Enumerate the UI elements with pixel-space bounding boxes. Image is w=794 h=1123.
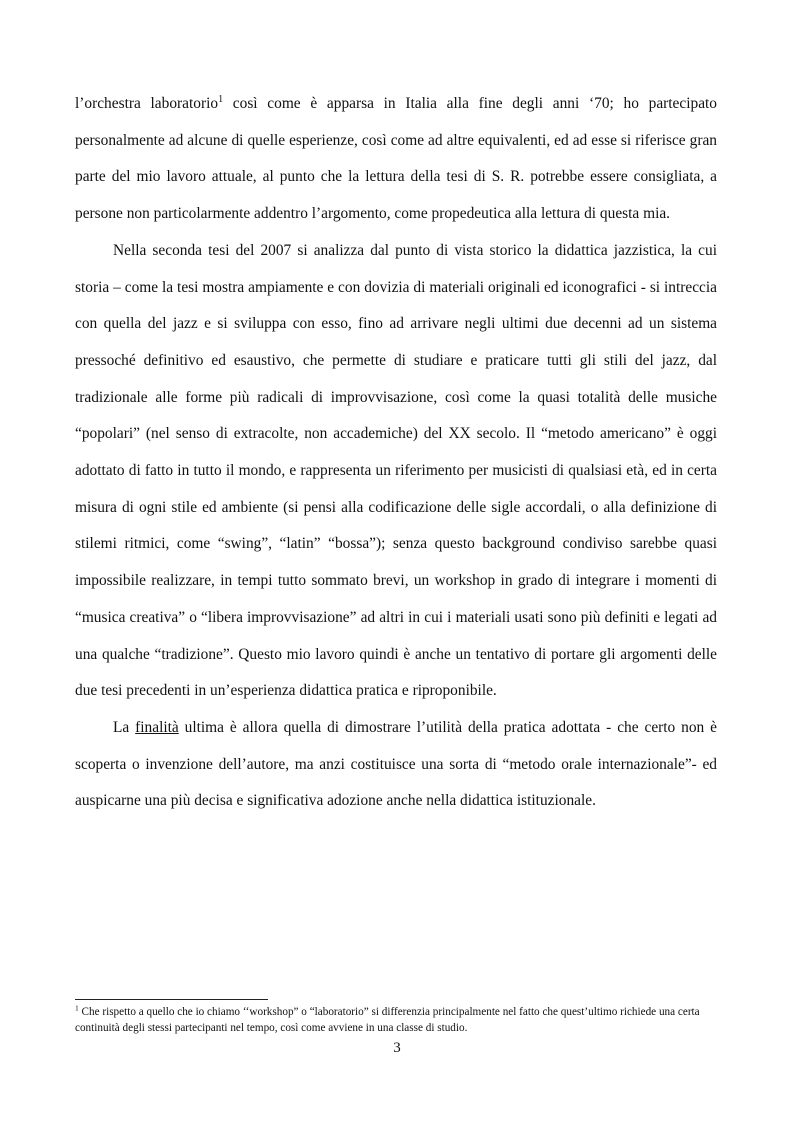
footnote-marker: 1 (75, 1003, 79, 1013)
paragraph-orchestra-laboratorio (75, 86, 717, 233)
underlined-word-finalita: finalità (135, 718, 179, 736)
paragraph-3-rest: ultima è allora quella di dimostrare l’utilità della pratica adottata - che certo non è scoperta o invenzione dell’autore, ma anzi costituisce una sorta di “metodo orale internazionale”- ed auspicarne una più decisa e significativa adozione anche nella didattica istituzionale. (75, 718, 717, 810)
paragraph-seconda-tesi: Nella seconda tesi del 2007 si analizza dal punto di vista storico la didattica jazzistica, la cui storia – come la tesi mostra ampiamente e con dovizia di materiali originali ed iconografici - si intreccia con quella del jazz e si sviluppa con esso, fino ad arrivare negli ultimi due decenni ad un sistema pressoché definitivo ed esaustivo, che permette di studiare e praticare tutti gli stili del jazz, dal tradizionale alle forme più radicali di improvvisazione, così come la quasi totalità delle musiche “popolari” (nel senso di extracolte, non accademiche) del XX secolo. Il “metodo americano” è oggi adottato di fatto in tutto il mondo, e rappresenta un riferimento per musicisti di qualsiasi età, ed in certa misura di ogni stile ed ambiente (si pensi alla codificazione delle sigle accordali, o alla definizione di stilemi ritmici, come “swing”, “latin” “bossa”); senza questo background condiviso sarebbe quasi impossibile realizzare, in tempi tutto sommato brevi, un workshop in grado di integrare i momenti di “musica creativa” o “libera improvvisazione” ad altri in cui i materiali usati sono più definiti e legati ad una qualche “tradizione”. Questo mio lavoro quindi è anche un tentativo di portare gli argomenti delle due tesi precedenti in un’esperienza didattica pratica e riproponibile. (75, 241, 717, 700)
paragraph-1-rest: così come è apparsa in Italia alla fine degli anni ‘70; ho partecipato personalmente ad alcune di quelle esperienze, così come ad altre equivalenti, ed ad esse si riferisce gran parte del mio lavoro attuale, al punto che la lettura della tesi di S. R. potrebbe essere consigliata, a persone non particolarmente addentro l’argomento, come propedeutica alla lettura di questa mia. (75, 95, 717, 223)
paragraph-3-prefix: La (113, 718, 136, 736)
footnote-separator (75, 999, 268, 1000)
paragraph-1-start: l’orchestra laboratorio (75, 95, 219, 112)
page-body (75, 86, 717, 820)
paragraph-finalita (75, 710, 717, 820)
footnote-reference[interactable]: 1 (218, 93, 224, 105)
footnote-text: Che rispetto a quello che io chiamo ‘‘workshop” o “laboratorio” si differenzia principalmente nel fatto che quest’ultimo richiede una certa continuità degli stessi partecipanti nel tempo, così come avviene in una classe di studio. (75, 1006, 700, 1034)
page-number: 3 (393, 1040, 401, 1056)
footnote (75, 1004, 725, 1036)
